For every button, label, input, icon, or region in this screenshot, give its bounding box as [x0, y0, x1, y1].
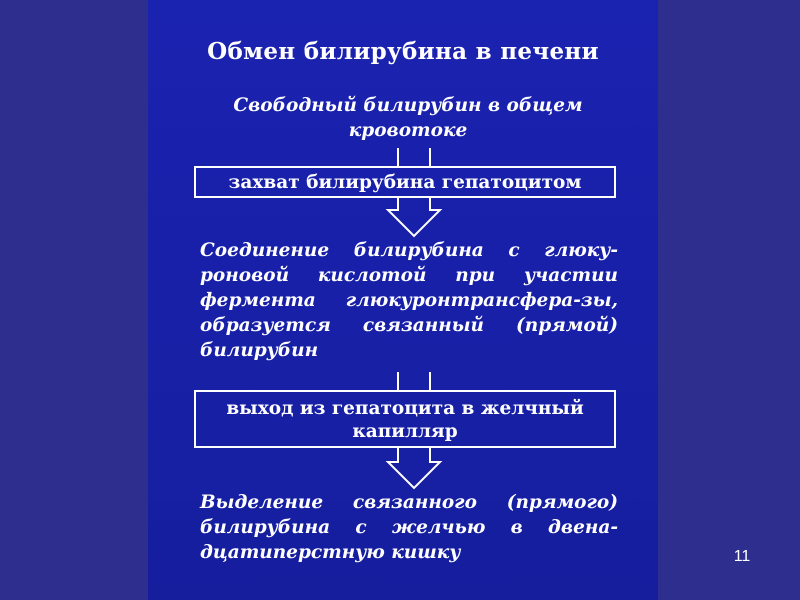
slide-image [148, 0, 658, 600]
box-exit-to-capillary: выход из гепатоцита в желчный капилляр [194, 390, 616, 448]
step-conjugation: Соединение билирубина с глюку-роновой кислотой при участии фермента глюкуронтрансфера-зы, образуется связанный (прямой) билирубин [200, 240, 618, 361]
box-hepatocyte-uptake: захват билирубина гепатоцитом [194, 166, 616, 198]
slide-title: Обмен билирубина в печени [207, 38, 599, 65]
page-number: 11 [733, 548, 751, 565]
step-excretion: Выделение связанного (прямого) билирубина с желчью в двена-дцатиперстную кишку [200, 492, 618, 563]
step-free-bilirubin: Свободный билирубин в общем кровотоке [233, 95, 583, 141]
